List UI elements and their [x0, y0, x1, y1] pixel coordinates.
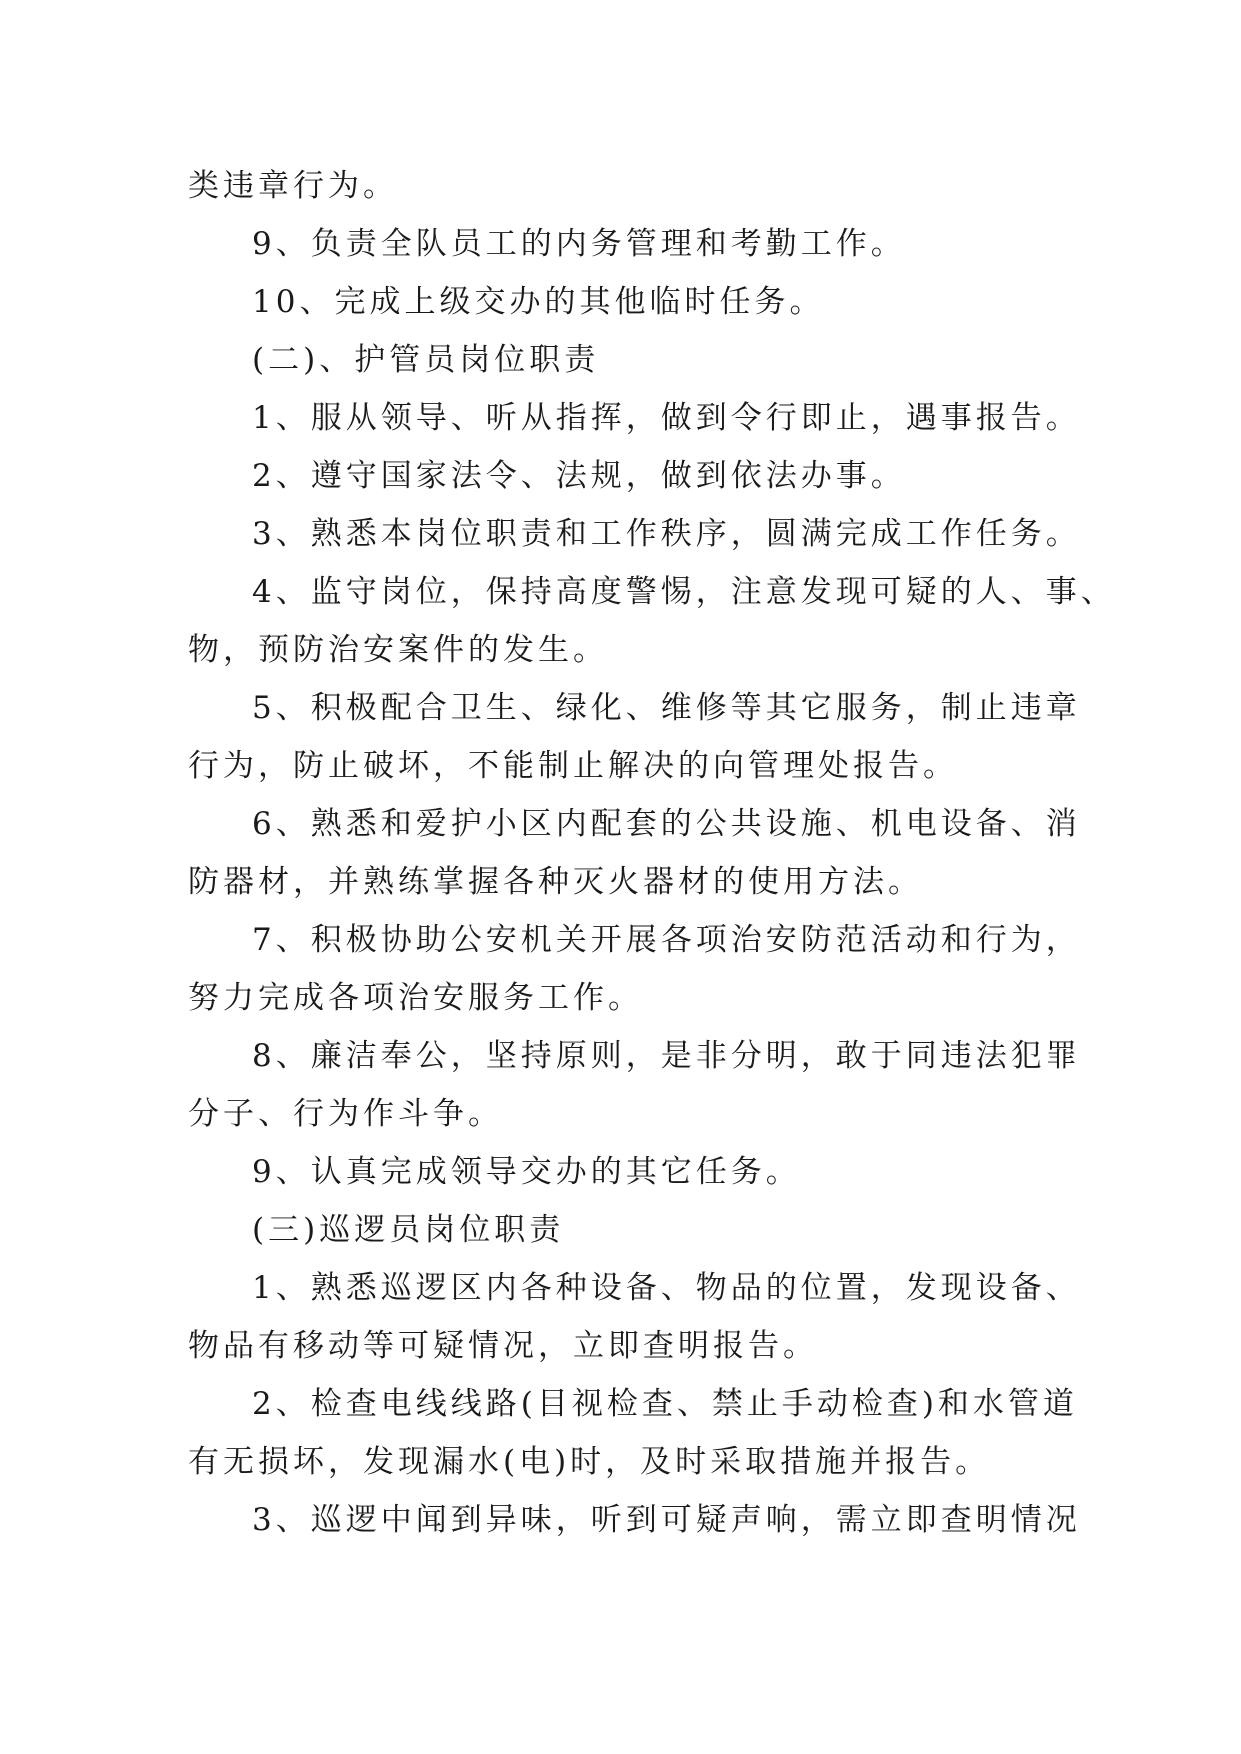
text-line: 2、检查电线线路(目视检查、禁止手动检查)和水管道	[252, 1386, 1078, 1422]
text-line: 物品有移动等可疑情况，立即查明报告。	[188, 1328, 818, 1364]
text-line: 4、监守岗位，保持高度警惕，注意发现可疑的人、事、	[252, 574, 1116, 610]
text-line: 5、积极配合卫生、绿化、维修等其它服务，制止违章	[252, 690, 1081, 726]
text-line: 行为，防止破坏，不能制止解决的向管理处报告。	[188, 748, 958, 784]
text-line: 1、服从领导、听从指挥，做到令行即止，遇事报告。	[252, 400, 1081, 436]
text-line: 防器材，并熟练掌握各种灭火器材的使用方法。	[188, 864, 923, 900]
text-line: 努力完成各项治安服务工作。	[188, 980, 643, 1016]
section-heading: (二)、护管员岗位职责	[252, 342, 600, 378]
text-line: 类违章行为。	[188, 168, 398, 204]
text-line: 7、积极协助公安机关开展各项治安防范活动和行为，	[252, 922, 1081, 958]
text-line: 10、完成上级交办的其他临时任务。	[252, 284, 825, 320]
text-line: 有无损坏，发现漏水(电)时，及时采取措施并报告。	[188, 1444, 991, 1480]
text-line: 6、熟悉和爱护小区内配套的公共设施、机电设备、消	[252, 806, 1081, 842]
section-heading: (三)巡逻员岗位职责	[252, 1212, 565, 1248]
text-line: 9、认真完成领导交办的其它任务。	[252, 1154, 801, 1190]
text-line: 物，预防治安案件的发生。	[188, 632, 608, 668]
text-line: 分子、行为作斗争。	[188, 1096, 503, 1132]
text-line: 9、负责全队员工的内务管理和考勤工作。	[252, 226, 906, 262]
text-line: 1、熟悉巡逻区内各种设备、物品的位置，发现设备、	[252, 1270, 1081, 1306]
text-line: 3、巡逻中闻到异味，听到可疑声响，需立即查明情况	[252, 1502, 1081, 1538]
text-line: 2、遵守国家法令、法规，做到依法办事。	[252, 458, 906, 494]
document-body	[188, 157, 1116, 1549]
text-line: 3、熟悉本岗位职责和工作秩序，圆满完成工作任务。	[252, 516, 1081, 552]
text-line: 8、廉洁奉公，坚持原则，是非分明，敢于同违法犯罪	[252, 1038, 1081, 1074]
